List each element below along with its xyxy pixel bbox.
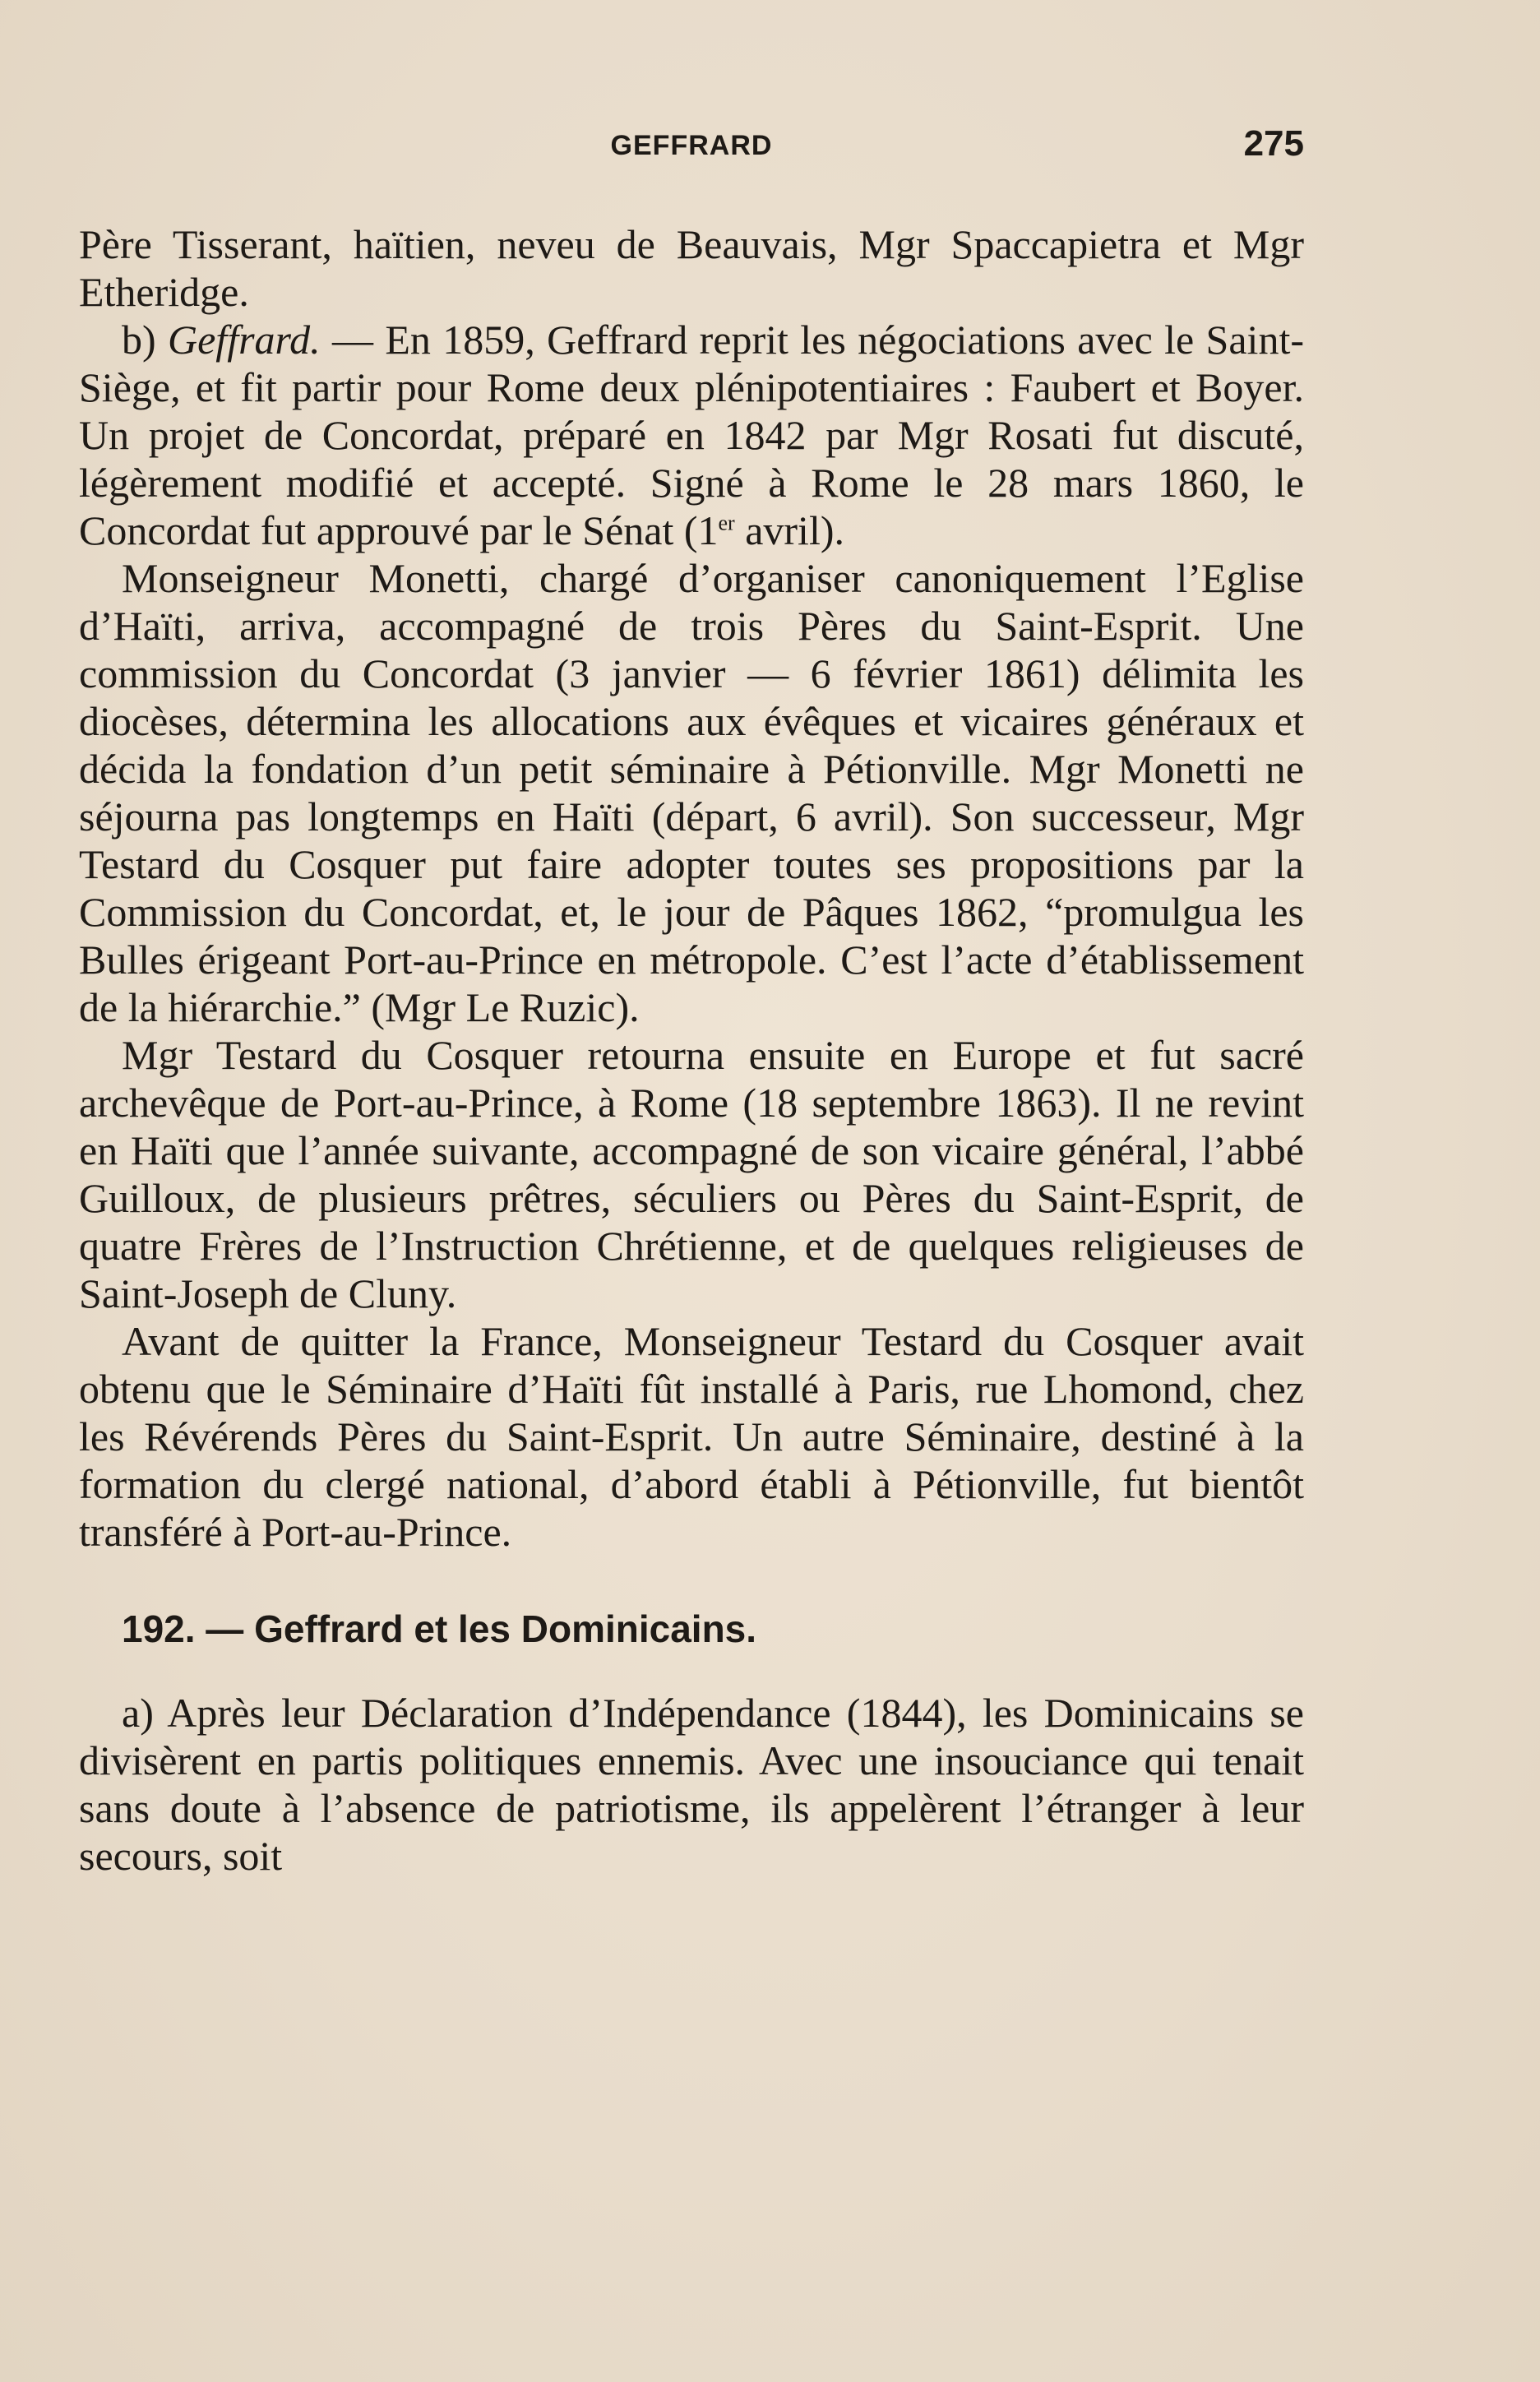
paragraph-3: Monseigneur Monetti, chargé d’organiser canoniquement l’Eglise d’Haïti, arriva, accompagné de trois Pères du Saint-Esprit. Une commission du Concordat (3 janvier — 6 février 1861) délimita les diocèses, détermina les allocations aux évêques et vicaires généraux et décida la fondation d’un petit séminaire à Pétionville. Mgr Monetti ne séjourna pas longtemps en Haïti (départ, 6 avril). Son successeur, Mgr Testard du Cosquer put faire adopter toutes ses propositions par la Commission du Concordat, et, le jour de Pâques 1862, “promulgua les Bulles érigeant Port-au-Prince en métropole. C’est l’acte d’établissement de la hiérarchie.” (Mgr Le Ruzic). <box>79 555 1304 1030</box>
running-title: GEFFRARD <box>610 130 773 161</box>
section-title: 192. — Geffrard et les Dominicains. <box>122 1607 757 1650</box>
paragraph-4: Mgr Testard du Cosquer retourna ensuite en Europe et fut sacré archevêque de Port-au-Prince, à Rome (18 septembre 1863). Il ne revint en Haïti que l’année suivante, accompagné de son vicaire général, l’abbé Guilloux, de plusieurs prêtres, séculiers ou Pères du Saint-Esprit, de quatre Frères de l’Instruction Chrétienne, et de quelques religieuses de Saint-Joseph de Cluny. <box>79 1032 1304 1316</box>
paragraph-5: Avant de quitter la France, Monseigneur Testard du Cosquer avait obtenu que le Séminaire d’Haïti fût installé à Paris, rue Lhomond, chez les Révérends Pères du Saint-Esprit. Un autre Séminaire, destiné à la formation du clergé national, d’abord établi à Pétionville, fut bientôt transféré à Port-au-Prince. <box>79 1318 1304 1555</box>
paragraph-2-text-a: — En 1859, Geffrard reprit les négociations avec le Saint-Siège, et fit partir pour Rome deux plénipotentiaires : Faubert et Boyer. Un projet de Concordat, préparé en 1842 par Mgr Rosati fut discuté, légèrement modifié et accepté. Signé à Rome le 28 mars 1860, le Concordat fut approuvé par le Sénat (1 <box>79 317 1304 553</box>
paragraph-1: Père Tisserant, haïtien, neveu de Beauvais, Mgr Spaccapietra et Mgr Etheridge. <box>79 221 1304 315</box>
body-text <box>79 220 1304 1880</box>
running-header <box>79 123 1304 173</box>
ordinal-superscript: er <box>718 511 735 535</box>
subsection-name: Geffrard. <box>168 317 321 363</box>
paragraph-2 <box>79 316 1304 554</box>
page-number: 275 <box>1243 123 1304 164</box>
list-label-b: b) <box>122 317 168 363</box>
paragraph-6: a) Après leur Déclaration d’Indépendance (1844), les Dominicains se divisèrent en partis politiques ennemis. Avec une insouciance qui tenait sans doute à l’absence de patriotisme, ils appelèrent l’étranger à leur secours, soit <box>79 1690 1304 1879</box>
paragraph-2-text-b: avril). <box>734 507 844 553</box>
